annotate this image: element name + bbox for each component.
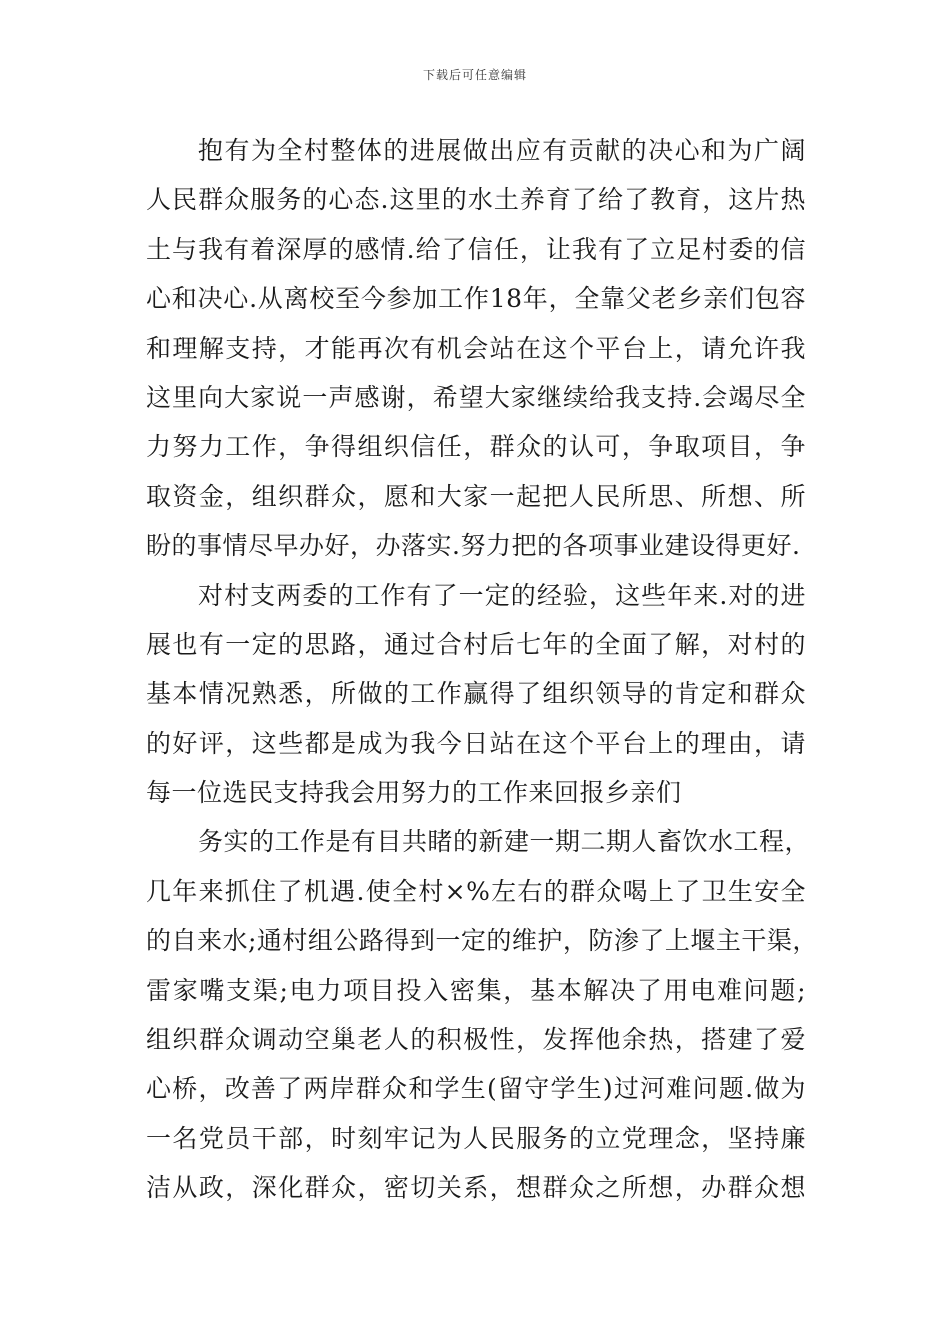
paragraph-3-line-2: 几年来抓住了机遇.使全村×%左右的群众喝上了卫生安全: [146, 876, 806, 906]
paragraph-1-line-8: 取资金，组织群众，愿和大家一起把人民所思、所想、所: [146, 481, 806, 511]
paragraph-3-line-4: 雷家嘴支渠;电力项目投入密集，基本解决了用电难问题;: [146, 975, 806, 1005]
document-body: [146, 126, 818, 1213]
paragraph-2-line-4: 的好评，这些都是成为我今日站在这个平台上的理由，请: [146, 728, 806, 758]
header-note: 下载后可任意编辑: [422, 68, 527, 82]
paragraph-1-line-3: 土与我有着深厚的感情.给了信任，让我有了立足村委的信: [146, 234, 806, 264]
paragraph-3-line-6: 心桥，改善了两岸群众和学生(留守学生)过河难问题.做为: [146, 1074, 806, 1104]
paragraph-3-line-5: 组织群众调动空巢老人的积极性，发挥他余热，搭建了爱: [146, 1025, 806, 1055]
paragraph-3-line-3: 的自来水;通村组公路得到一定的维护，防渗了上堰主干渠，: [146, 926, 818, 956]
paragraph-1-line-2: 人民群众服务的心态.这里的水土养育了给了教育，这片热: [146, 185, 806, 215]
paragraph-2-line-5: 每一位选民支持我会用努力的工作来回报乡亲们: [146, 778, 682, 808]
paragraph-2-line-1: 对村支两委的工作有了一定的经验，这些年来.对的进: [198, 580, 806, 610]
paragraph-1-line-4: 心和决心.从离校至今参加工作18年，全靠父老乡亲们包容: [146, 284, 806, 314]
paragraph-3-line-8: 洁从政，深化群众，密切关系，想群众之所想，办群众想: [146, 1173, 806, 1203]
paragraph-3-line-1: 务实的工作是有目共睹的新建一期二期人畜饮水工程，: [198, 827, 811, 857]
paragraph-1-line-6: 这里向大家说一声感谢，希望大家继续给我支持.会竭尽全: [146, 382, 806, 412]
paragraph-1-line-5: 和理解支持，才能再次有机会站在这个平台上，请允许我: [146, 333, 806, 363]
paragraph-1-line-7: 力努力工作，争得组织信任，群众的认可，争取项目，争: [146, 432, 806, 462]
paragraph-1-line-1: 抱有为全村整体的进展做出应有贡献的决心和为广阔: [198, 136, 806, 165]
paragraph-3-line-7: 一名党员干部，时刻牢记为人民服务的立党理念，坚持廉: [146, 1123, 806, 1153]
paragraph-1-line-9: 盼的事情尽早办好，办落实.努力把的各项事业建设得更好.: [146, 531, 801, 561]
paragraph-2-line-2: 展也有一定的思路，通过合村后七年的全面了解，对村的: [146, 629, 806, 659]
paragraph-2-line-3: 基本情况熟悉，所做的工作赢得了组织领导的肯定和群众: [146, 679, 806, 709]
